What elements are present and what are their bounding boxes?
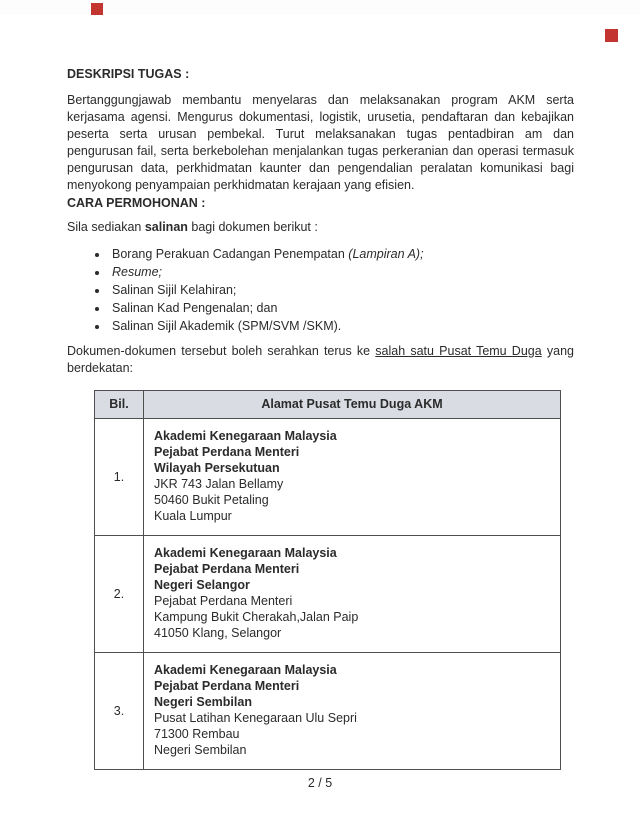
deskripsi-body-paragraph: Bertanggungjawab membantu menyelaras dan melaksanakan program AKM serta kerjasama agensi. Mengurus dokumentasi, logistik, urusetia, pendaftaran dan kebajikan peserta serta urusan pembekal. Turut melaksanakan tugas pentadbiran am dan pengurusan fail, serta berkebolehan menjalankan tugas perkeranian dan operasi termasuk pengurusan data, perkhidmatan kaunter dan pengendalian peralatan komunikasi bagi menyokong penyampaian perkhidmatan kerajaan yang efisien. <box>67 93 574 192</box>
address-table <box>94 390 561 770</box>
address-line-bold: Negeri Sembilan <box>154 695 252 709</box>
intro-prefix: Sila sediakan <box>67 220 145 234</box>
address-line: JKR 743 Jalan Bellamy <box>154 477 284 491</box>
row-number: 3. <box>95 653 144 770</box>
address-line: Pusat Latihan Kenegaraan Ulu Sepri <box>154 711 357 725</box>
bullet-item <box>109 299 574 317</box>
bullet-text: Salinan Sijil Akademik (SPM/SVM /SKM). <box>112 319 342 333</box>
address-line: Pejabat Perdana Menteri <box>154 594 293 608</box>
bullet-item <box>109 281 574 299</box>
intro-bold-salinan: salinan <box>144 220 188 234</box>
address-cell <box>144 653 561 770</box>
bullet-italic-text: (Lampiran A); <box>348 247 424 261</box>
address-line-bold: Wilayah Persekutuan <box>154 461 280 475</box>
submit-paragraph <box>67 343 574 377</box>
red-mark-top-left <box>91 3 103 15</box>
section-heading-deskripsi-tugas: DESKRIPSI TUGAS : <box>67 67 190 81</box>
document-content <box>67 66 574 770</box>
address-line: Kampung Bukit Cherakah,Jalan Paip <box>154 610 359 624</box>
submit-suffix: yang berdekatan: <box>67 344 574 375</box>
bullet-text: Salinan Sijil Kelahiran; <box>112 283 237 297</box>
address-line: Negeri Sembilan <box>154 743 247 757</box>
document-checklist <box>67 245 574 335</box>
address-line: 50460 Bukit Petaling <box>154 493 269 507</box>
address-line-bold: Negeri Selangor <box>154 578 250 592</box>
bullet-text: Borang Perakuan Cadangan Penempatan <box>112 247 349 261</box>
bullet-italic-text: Resume; <box>112 265 163 279</box>
section-heading-cara-permohonan: CARA PERMOHONAN : <box>67 196 206 210</box>
address-line-bold: Pejabat Perdana Menteri <box>154 562 300 576</box>
address-line-bold: Akademi Kenegaraan Malaysia <box>154 429 337 443</box>
bullet-item <box>109 245 574 263</box>
address-line-bold: Akademi Kenegaraan Malaysia <box>154 663 337 677</box>
bullet-item <box>109 317 574 335</box>
address-line: Kuala Lumpur <box>154 509 232 523</box>
bullet-item <box>109 263 574 281</box>
table-header-alamat: Alamat Pusat Temu Duga AKM <box>144 391 561 419</box>
red-mark-right <box>605 29 618 42</box>
bullet-text: Salinan Kad Pengenalan; dan <box>112 301 278 315</box>
table-row <box>95 419 561 536</box>
table-row <box>95 653 561 770</box>
page-number: 2 / 5 <box>307 776 333 790</box>
table-header-row <box>95 391 561 419</box>
address-line-bold: Pejabat Perdana Menteri <box>154 679 300 693</box>
intro-suffix: bagi dokumen berikut : <box>187 220 318 234</box>
address-cell <box>144 419 561 536</box>
address-cell <box>144 536 561 653</box>
table-header-bil: Bil. <box>95 391 144 419</box>
address-line-bold: Pejabat Perdana Menteri <box>154 445 300 459</box>
intro-line <box>67 219 574 236</box>
address-line-bold: Akademi Kenegaraan Malaysia <box>154 546 337 560</box>
table-row <box>95 536 561 653</box>
row-number: 2. <box>95 536 144 653</box>
row-number: 1. <box>95 419 144 536</box>
address-line: 71300 Rembau <box>154 727 240 741</box>
submit-underlined-text: salah satu Pusat Temu Duga <box>375 344 542 358</box>
submit-prefix: Dokumen-dokumen tersebut boleh serahkan terus ke <box>67 344 376 358</box>
address-line: 41050 Klang, Selangor <box>154 626 282 640</box>
